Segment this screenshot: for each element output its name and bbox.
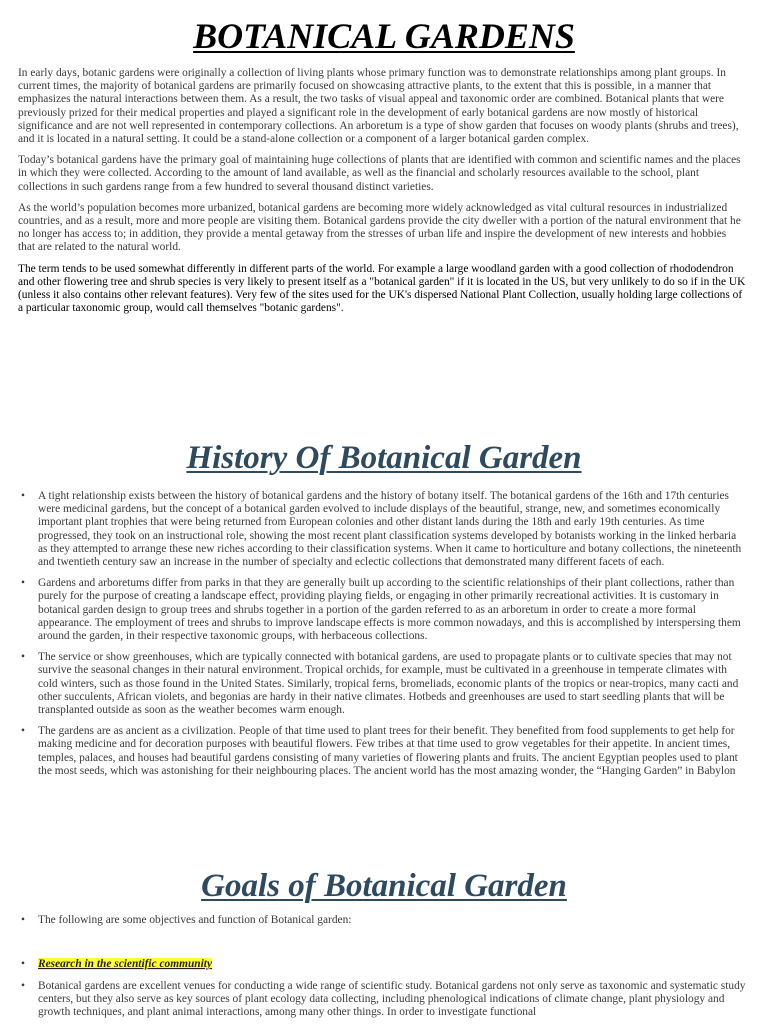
list-item-text: Gardens and arboretums differ from parks in that they are generally built up according to the scientific relationships of their plant collections, rather than purely for the purpose of creating a landscape effect, providing playing fields, or engaging in other primarily recreational activities. It is customary in botanical garden design to group trees and shrubs together in a portion of the garden referred to as an arboretum in order to create a more formal appearance. The employment of trees and shrubs to improve landscape effects is more common nowadays, and this is accomplished by interspersing them around the garden, in their respective taxonomic groups, with herbaceous collections. — [38, 577, 741, 643]
bullet-icon: • — [21, 725, 25, 738]
list-item — [18, 490, 746, 569]
bullet-icon: • — [21, 980, 25, 992]
list-item — [18, 725, 746, 778]
bullet-icon: • — [21, 958, 25, 970]
bullet-icon: • — [21, 577, 25, 590]
intro-paragraph: Today’s botanical gardens have the primary goal of maintaining huge collections of plants that are identified with common and scientific names and the places in which they were collected. According to the amount of land available, as well as the financial and scholarly resources available to the school, plant collections in such gardens range from a few hundred to several thousand distinct varieties. — [18, 154, 741, 193]
list-item — [18, 958, 746, 971]
list-item — [18, 651, 746, 717]
list-item — [18, 980, 746, 1020]
intro-paragraph: The term tends to be used somewhat differently in different parts of the world. For example a large woodland garden with a good collection of rhododendron and other flowering tree and shrub species is very likely to present itself as a "botanical garden" if it is located in the US, but very unlikely to do so if in the UK (unless it also contains other relevant features). Very few of the sites used for the UK's dispersed National Plant Collection, usually holding large collections of a particular taxonomic group, would call themselves "botanic gardens". — [18, 262, 746, 315]
list-item-text: The service or show greenhouses, which are typically connected with botanical gardens, are used to propagate plants or to cultivate species that may not survive the seasonal changes in their natural environment. Tropical orchids, for example, must be cultivated in a greenhouse in temperate climates with cold winters, such as those found in the United States. Similarly, tropical ferns, bromeliads, economic plants of the tropics or near-tropics, many cacti and other succulents, African violets, and begonias are hardy in their native climates. Hotbeds and greenhouses are used to start seedling plants that will be transplanted outside as soon as the weather becomes warm enough. — [38, 651, 739, 717]
goals-heading: Goals of Botanical Garden — [201, 868, 567, 904]
list-item-text: The following are some objectives and function of Botanical garden: — [38, 914, 352, 926]
goals-list-highlight — [18, 958, 746, 979]
goals-list-body — [18, 980, 746, 1028]
list-item — [18, 914, 746, 927]
list-item — [18, 577, 746, 643]
page-title: BOTANICAL GARDENS — [193, 16, 575, 56]
list-item-text: The gardens are as ancient as a civilization. People of that time used to plant trees for their benefit. They benefited from food supplements to get help for making medicine and for decoration purposes with beautiful flowers. Few tribes at that time used to grow vegetables for their appetite. In ancient times, temples, palaces, and houses had beautiful gardens consisting of many varieties of flowering plants and fruits. The ancient Egyptian peoples used to plant the most seeds, which was astonishing for their neighbouring places. The ancient world has the most amazing wonder, the “Hanging Garden” in Babylon — [38, 725, 738, 777]
history-heading: History Of Botanical Garden — [186, 440, 582, 476]
intro-paragraph: As the world’s population becomes more urbanized, botanical gardens are becoming more widely acknowledged as vital cultural resources in industrialized countries, and as a result, more and more people are visiting them. Botanical gardens provide the city dweller with a portion of the natural environment that he no longer has access to; in addition, they provide a mental getaway from the stresses of urban life and inspire the development of new interests and hobbies that are related to the natural world. — [18, 201, 741, 254]
history-list — [18, 490, 746, 786]
goals-list — [18, 914, 746, 935]
bullet-icon: • — [21, 914, 25, 926]
highlighted-subheading: Research in the scientific community — [38, 958, 213, 970]
list-item-text: Botanical gardens are excellent venues for conducting a wide range of scientific study. Botanical gardens not only serve as taxonomic and systematic study centers, but they also serve as key sources of plant ecology data collecting, including phenological indications of climate change, plant physiology and growth techniques, and plant animal interactions, among many other things. In order to investigate functional — [38, 980, 746, 1019]
intro-paragraph: In early days, botanic gardens were originally a collection of living plants whose primary function was to demonstrate relationships among plant groups. In current times, the majority of botanical gardens are primarily focused on showcasing attractive plants, to the extent that this is possible, in a manner that emphasizes the natural interactions between them. As a result, the two tasks of visual appeal and taxonomic order are combined. Botanical plants that were previously prized for their medical properties and played a significant role in the development of early botanical gardens are now mostly of historical significance and are not well represented in contemporary collections. An arboretum is a type of show garden that focuses on woody plants (shrubs and trees), and it is located in a natural setting. It could be a stand-alone collection or a component of a larger botanical garden complex. — [18, 67, 739, 146]
intro-section — [18, 67, 746, 323]
bullet-icon: • — [21, 490, 25, 502]
list-item-text: A tight relationship exists between the history of botanical gardens and the history of botany itself. The botanical gardens of the 16th and 17th centuries were medicinal gardens, but the concept of a botanical garden evolved to include displays of the beautiful, strange, new, and sometimes economically important plant trophies that were being returned from European colonies and other distant lands during the 18th and early 19th centuries. As time progressed, they took on an instructional role, showing the most recent plant classification systems developed by botanists working in the linked herbaria as they attempted to arrange these new riches according to their classification systems. When it came to horticulture and botany collections, the nineteenth and twentieth century saw an increase in the number of specialty and eclectic collections that demonstrated many different facets of each. — [38, 490, 742, 569]
bullet-icon: • — [21, 651, 25, 664]
